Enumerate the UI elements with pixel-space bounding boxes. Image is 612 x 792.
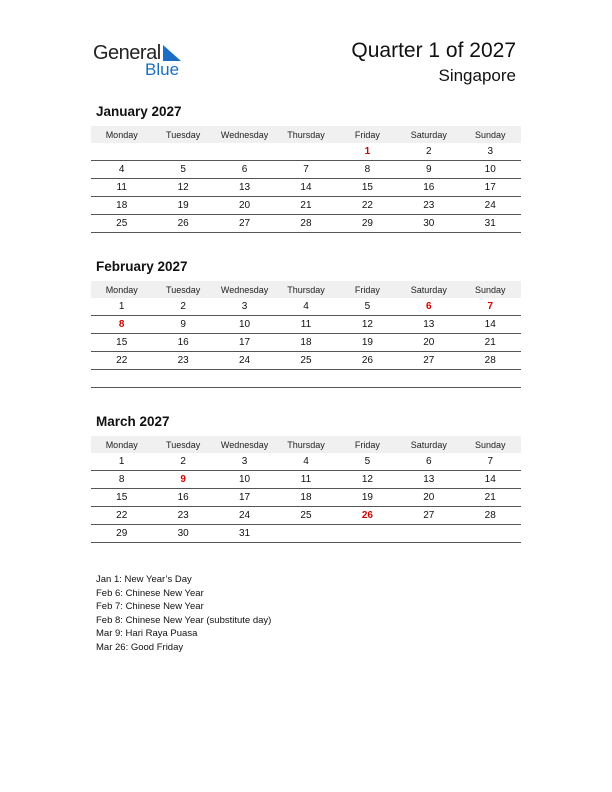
day-cell: 23 (177, 355, 189, 366)
day-cell: 12 (361, 319, 373, 330)
day-cell: 15 (116, 337, 128, 348)
week-row (91, 334, 521, 352)
day-cell: 4 (303, 456, 309, 467)
weekday-label: Friday (354, 284, 380, 295)
day-cell: 10 (238, 474, 251, 485)
weeks-container (91, 453, 521, 543)
weekday-label: Friday (354, 129, 380, 140)
day-cell: 17 (238, 492, 251, 503)
weekday-label: Thursday (287, 439, 325, 450)
weekday-header-row (91, 436, 521, 453)
day-cell: 5 (364, 301, 371, 312)
day-cell: 25 (300, 355, 312, 366)
month-january (91, 104, 521, 233)
week-row (91, 370, 521, 388)
day-cell: 27 (423, 355, 435, 366)
holiday-day-cell: 7 (487, 301, 494, 312)
day-cell: 28 (484, 510, 496, 521)
day-cell: 4 (303, 301, 309, 312)
day-cell: 24 (238, 355, 251, 366)
day-cell: 25 (300, 510, 312, 521)
weekday-label: Saturday (410, 439, 447, 450)
holiday-entry: Mar 26: Good Friday (96, 641, 184, 653)
holiday-list (96, 573, 271, 654)
day-cell: 14 (484, 474, 496, 485)
day-cell: 7 (487, 456, 494, 467)
day-cell: 2 (180, 456, 186, 467)
day-cell: 27 (423, 510, 435, 521)
holiday-day-cell: 8 (118, 319, 125, 330)
week-row (91, 453, 521, 471)
day-cell: 16 (177, 337, 189, 348)
day-cell: 16 (177, 492, 189, 503)
day-cell: 28 (300, 218, 312, 229)
day-cell: 31 (484, 218, 496, 229)
day-cell: 24 (238, 510, 251, 521)
weekday-label: Monday (105, 129, 138, 140)
weekday-label: Thursday (287, 284, 325, 295)
weekday-label: Saturday (410, 284, 447, 295)
day-cell: 15 (361, 182, 373, 193)
day-cell: 25 (116, 218, 128, 229)
weeks-container (91, 143, 521, 233)
weekday-label: Sunday (474, 284, 506, 295)
weekday-header-row (91, 281, 521, 298)
weekday-label: Tuesday (166, 284, 201, 295)
day-cell: 17 (238, 337, 251, 348)
week-row (91, 507, 521, 525)
week-row (91, 215, 521, 233)
holiday-day-cell: 26 (361, 510, 373, 521)
weekday-label: Tuesday (166, 129, 201, 140)
day-cell: 12 (177, 182, 189, 193)
day-cell: 3 (241, 456, 248, 467)
day-cell: 29 (361, 218, 373, 229)
day-cell: 15 (116, 492, 128, 503)
day-cell: 22 (361, 200, 373, 211)
week-row (91, 525, 521, 543)
day-cell: 13 (423, 319, 435, 330)
weekday-label: Tuesday (166, 439, 201, 450)
day-cell: 31 (238, 528, 251, 539)
day-cell: 29 (116, 528, 128, 539)
day-cell: 6 (426, 456, 432, 467)
day-cell: 26 (177, 218, 189, 229)
weekday-label: Wednesday (220, 439, 269, 450)
day-cell: 18 (300, 492, 312, 503)
weeks-container (91, 298, 521, 388)
day-cell: 9 (426, 164, 432, 175)
month-title: March 2027 (96, 414, 170, 429)
day-cell: 23 (177, 510, 189, 521)
holiday-entry: Feb 7: Chinese New Year (96, 601, 204, 612)
holiday-day-cell: 9 (180, 474, 186, 485)
weekday-label: Thursday (287, 129, 325, 140)
day-cell: 2 (180, 301, 186, 312)
weekday-label: Saturday (410, 129, 447, 140)
day-cell: 11 (300, 474, 312, 485)
holiday-day-cell: 1 (364, 146, 371, 157)
week-row (91, 179, 521, 197)
day-cell: 18 (300, 337, 312, 348)
weekday-label: Wednesday (220, 129, 269, 140)
day-cell: 3 (487, 146, 494, 157)
day-cell: 19 (361, 492, 373, 503)
day-cell: 21 (300, 200, 312, 211)
week-row (91, 298, 521, 316)
day-cell: 6 (241, 164, 248, 175)
day-cell: 26 (361, 355, 373, 366)
day-cell: 18 (116, 200, 128, 211)
day-cell: 8 (364, 164, 371, 175)
day-cell: 1 (118, 456, 125, 467)
country-name: Singapore (438, 66, 516, 85)
day-cell: 8 (118, 474, 125, 485)
day-cell: 4 (118, 164, 125, 175)
day-cell: 30 (423, 218, 435, 229)
month-title: February 2027 (96, 259, 188, 274)
weekday-label: Friday (354, 439, 380, 450)
day-cell: 20 (238, 200, 251, 211)
weekday-label: Monday (105, 439, 138, 450)
day-cell: 30 (177, 528, 189, 539)
weekday-label: Sunday (474, 439, 506, 450)
day-cell: 5 (364, 456, 371, 467)
holiday-entry: Mar 9: Hari Raya Puasa (96, 628, 198, 639)
day-cell: 14 (300, 182, 312, 193)
holiday-day-cell: 6 (426, 301, 432, 312)
week-row (91, 316, 521, 334)
week-row (91, 197, 521, 215)
day-cell: 14 (484, 319, 496, 330)
day-cell: 11 (300, 319, 312, 330)
page-title: Quarter 1 of 2027 (351, 39, 516, 62)
day-cell: 12 (361, 474, 373, 485)
day-cell: 3 (241, 301, 248, 312)
holiday-entry: Jan 1: New Year’s Day (96, 574, 192, 585)
day-cell: 22 (116, 510, 128, 521)
month-title: January 2027 (96, 104, 182, 119)
month-february (91, 259, 521, 388)
day-cell: 20 (423, 492, 435, 503)
week-row (91, 352, 521, 370)
day-cell: 21 (484, 492, 496, 503)
logo-blue-text: Blue (145, 60, 180, 79)
weekday-label: Sunday (474, 129, 506, 140)
day-cell: 19 (177, 200, 189, 211)
weekday-label: Wednesday (220, 284, 269, 295)
day-cell: 17 (484, 182, 496, 193)
day-cell: 2 (426, 146, 432, 157)
day-cell: 13 (423, 474, 435, 485)
week-row (91, 143, 521, 161)
weekday-label: Monday (105, 284, 138, 295)
generalblue-logo (93, 40, 203, 80)
day-cell: 7 (303, 164, 309, 175)
week-row (91, 489, 521, 507)
holiday-entry: Feb 6: Chinese New Year (96, 587, 204, 599)
day-cell: 1 (118, 301, 125, 312)
day-cell: 19 (361, 337, 373, 348)
week-row (91, 161, 521, 179)
day-cell: 24 (484, 200, 496, 211)
week-row (91, 471, 521, 489)
day-cell: 23 (423, 200, 435, 211)
day-cell: 16 (423, 182, 435, 193)
day-cell: 28 (484, 355, 496, 366)
logo-general-text: General (93, 42, 161, 64)
day-cell: 21 (484, 337, 496, 348)
day-cell: 11 (116, 182, 127, 193)
day-cell: 27 (238, 218, 251, 229)
day-cell: 10 (484, 164, 496, 175)
day-cell: 10 (238, 319, 251, 330)
holiday-entry: Feb 8: Chinese New Year (substitute day) (96, 614, 272, 626)
day-cell: 5 (180, 164, 186, 175)
day-cell: 20 (423, 337, 435, 348)
day-cell: 22 (116, 355, 128, 366)
weekday-header-row (91, 126, 521, 143)
day-cell: 9 (180, 319, 186, 330)
month-march (91, 414, 521, 543)
day-cell: 13 (238, 182, 251, 193)
